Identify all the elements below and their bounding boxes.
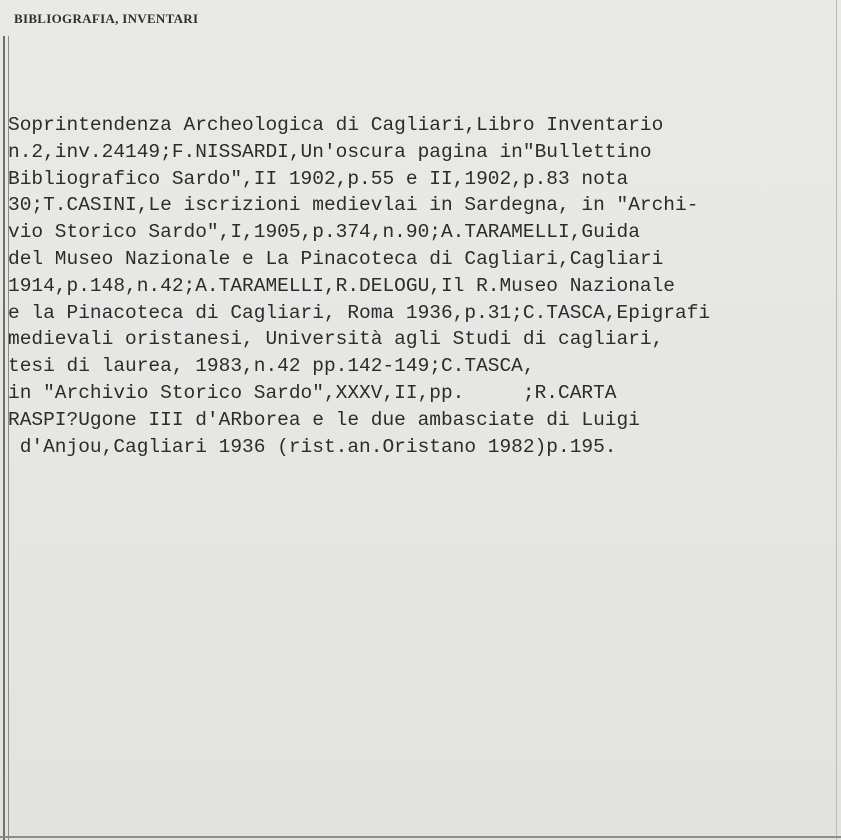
entry-line: Soprintendenza Archeologica di Cagliari,Libro Inventario: [8, 114, 664, 136]
entry-line: tesi di laurea, 1983,n.42 pp.142-149;C.TASCA,: [8, 355, 535, 378]
bibliography-entry: [8, 112, 808, 460]
entry-line: in "Archivio Storico Sardo",XXXV,II,pp. ;R.CARTA: [8, 381, 617, 404]
entry-line: 30;T.CASINI,Le iscrizioni medievlai in Sardegna, in "Archi-: [8, 194, 699, 217]
entry-line: del Museo Nazionale e La Pinacoteca di Cagliari,Cagliari: [8, 247, 664, 270]
entry-line: d'Anjou,Cagliari 1936 (rist.an.Oristano 1982)p.195.: [8, 435, 617, 458]
entry-line: 1914,p.148,n.42;A.TARAMELLI,R.DELOGU,Il R.Museo Nazionale: [8, 274, 676, 297]
card-right-edge: [836, 0, 837, 840]
section-heading: BIBLIOGRAFIA, INVENTARI: [14, 11, 199, 26]
entry-line: n.2,inv.24149;F.NISSARDI,Un'oscura pagina in"Bullettino: [8, 140, 652, 163]
entry-line: Bibliografico Sardo",II 1902,p.55 e II,1902,p.83 nota: [8, 167, 629, 190]
card-left-border-outer: [3, 36, 5, 840]
card-bottom-border: [0, 836, 841, 838]
entry-line: medievali oristanesi, Università agli Studi di cagliari,: [8, 328, 664, 351]
entry-line: e la Pinacoteca di Cagliari, Roma 1936,p.31;C.TASCA,Epigrafi: [8, 301, 711, 324]
entry-line: RASPI?Ugone III d'ARborea e le due ambasciate di Luigi: [8, 408, 640, 431]
entry-line: vio Storico Sardo",I,1905,p.374,n.90;A.TARAMELLI,Guida: [8, 221, 640, 244]
